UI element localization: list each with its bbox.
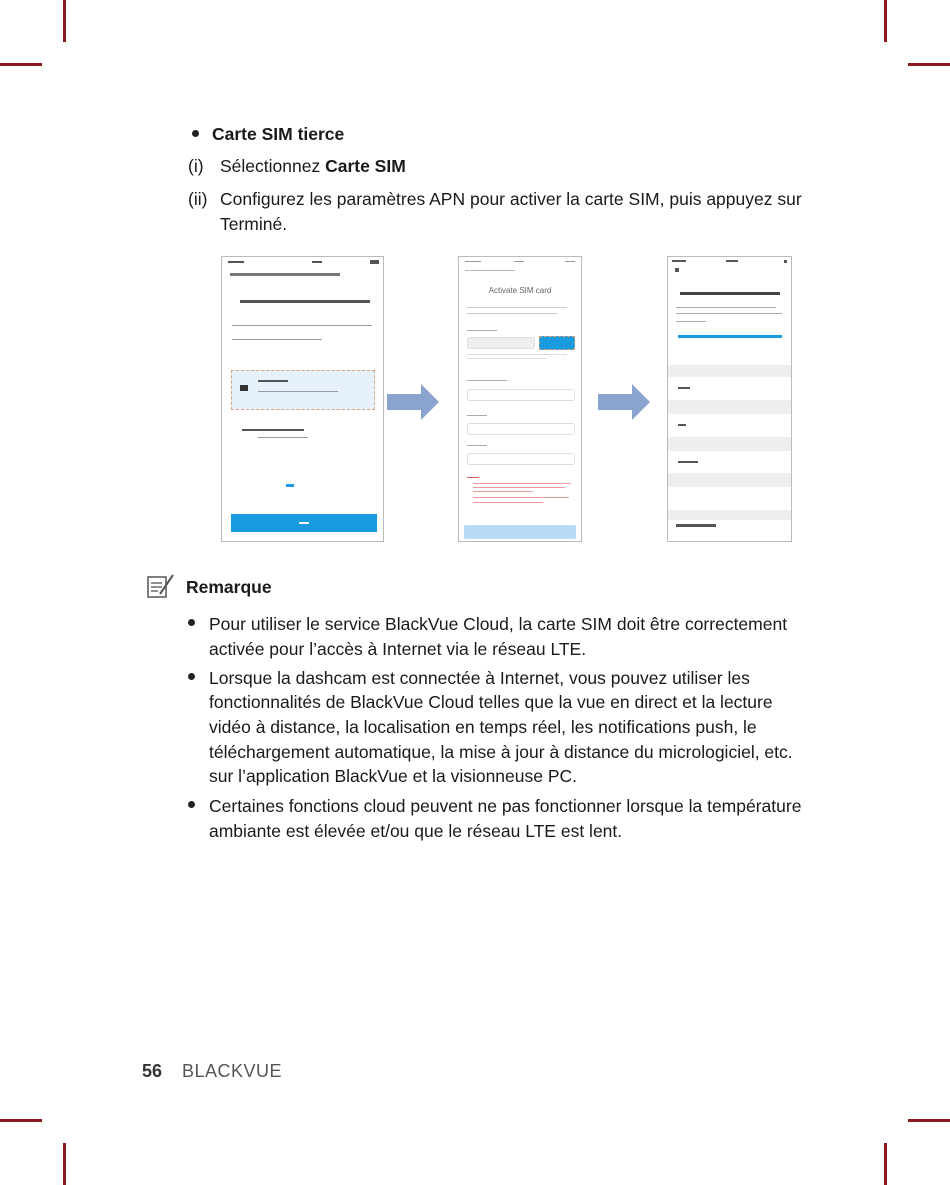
crop-mark [63, 1143, 66, 1185]
note-line: sur l’application BlackVue et la visionneuse PC. [209, 766, 578, 786]
section-heading: Carte SIM tierce [212, 124, 345, 144]
note-icon [146, 572, 176, 600]
crop-mark [908, 1119, 950, 1122]
bullet-dot [188, 619, 195, 626]
next-button [231, 514, 377, 532]
crop-mark [63, 0, 66, 42]
app-screenshot-select-sim [221, 256, 384, 542]
crop-mark [0, 1119, 42, 1122]
sim-option-highlight [231, 370, 375, 410]
done-button [464, 525, 576, 539]
select-apn-button [539, 336, 575, 350]
step-marker: (ii) [188, 189, 208, 209]
footer-brand: BLACKVUE [182, 1061, 283, 1081]
note-line: activée pour l’accès à Internet via le réseau LTE. [209, 639, 587, 659]
note-line: Pour utiliser le service BlackVue Cloud, la carte SIM doit être correctement [209, 614, 788, 634]
note-line: vidéo à distance, la localisation en temps réel, les notifications push, le [209, 717, 757, 737]
note-line: ambiante est élevée et/ou que le réseau LTE est lent. [209, 821, 623, 841]
step-2-line: Terminé. [220, 214, 288, 234]
crop-mark [884, 1143, 887, 1185]
arrow-right-icon [387, 384, 441, 420]
note-line: Lorsque la dashcam est connectée à Internet, vous pouvez utiliser les [209, 668, 750, 688]
app-screenshot-sim-status [667, 256, 792, 542]
arrow-right-icon [598, 384, 652, 420]
step-2-line: Configurez les paramètres APN pour activer la carte SIM, puis appuyez sur [220, 189, 802, 209]
screen-title: Activate SIM card [488, 286, 552, 295]
note-title: Remarque [186, 577, 272, 597]
note-line: fonctionnalités de BlackVue Cloud telles que la vue en direct et la lecture [209, 692, 773, 712]
page-number: 56 [142, 1061, 163, 1081]
crop-mark [0, 63, 42, 66]
bullet-dot [192, 130, 199, 137]
note-line: Certaines fonctions cloud peuvent ne pas fonctionner lorsque la température [209, 796, 802, 816]
app-screenshot-activate-sim [458, 256, 582, 542]
crop-mark [884, 0, 887, 42]
crop-mark [908, 63, 950, 66]
step-1-text: Sélectionnez Carte SIM [220, 156, 406, 176]
step-marker: (i) [188, 156, 204, 176]
bullet-dot [188, 673, 195, 680]
note-line: téléchargement automatique, la mise à jour à distance du micrologiciel, etc. [209, 742, 793, 762]
bullet-dot [188, 801, 195, 808]
